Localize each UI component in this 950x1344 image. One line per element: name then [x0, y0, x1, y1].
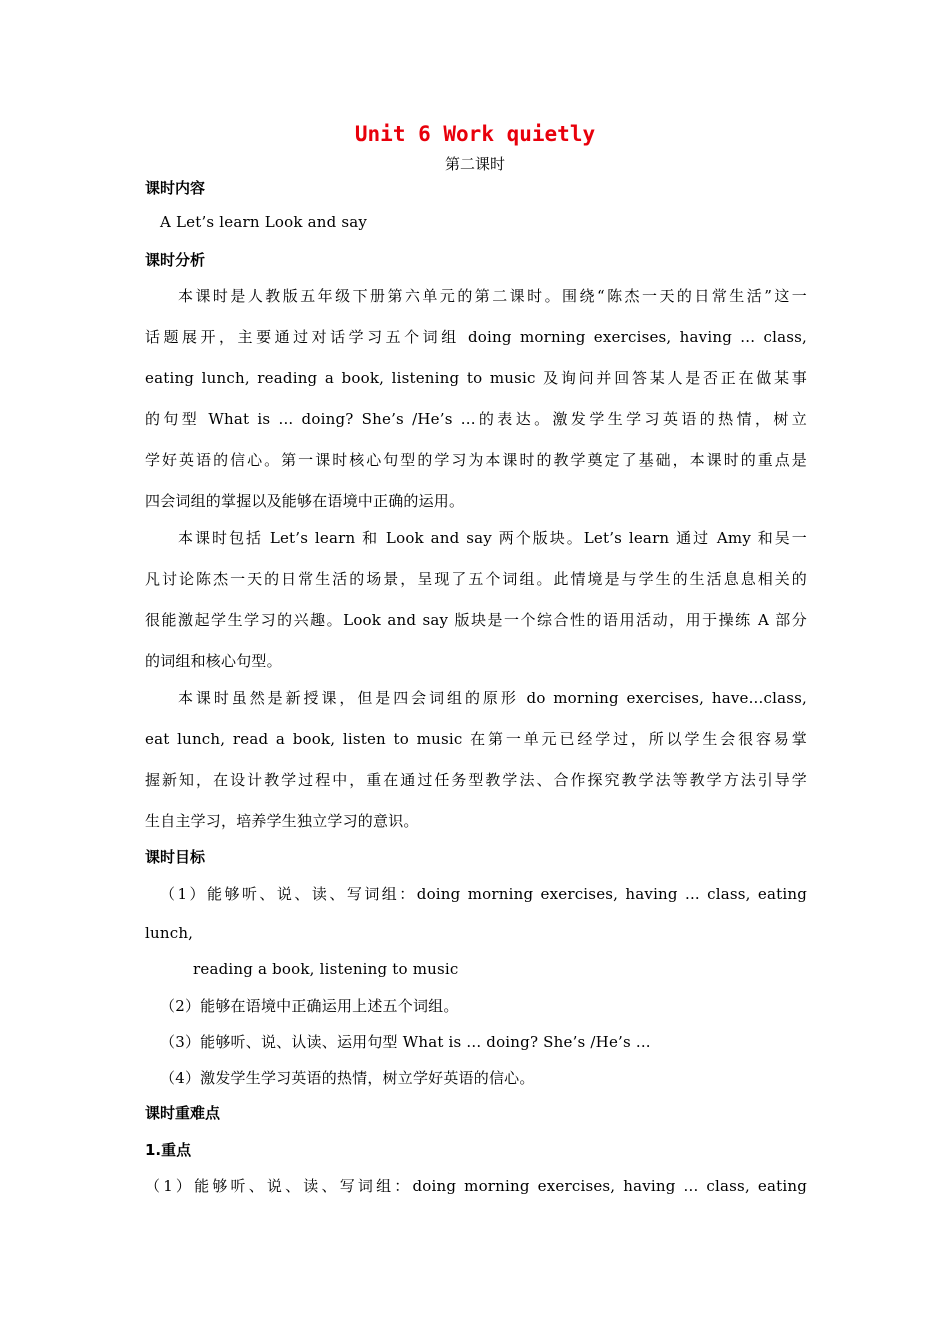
goal-line: （4）激发学生学习英语的热情，树立学好英语的信心。 [160, 1069, 535, 1087]
analysis-line: eat lunch, read a book, listen to music 在第一单元已经学过，所以学生会很容易掌 [145, 730, 807, 748]
section-heading-content: 课时内容 [145, 179, 206, 197]
analysis-line: 的词组和核心句型。 [145, 652, 282, 670]
document-subtitle: 第二课时 [444, 155, 505, 173]
document-title: Unit 6 Work quietly [354, 122, 596, 146]
goal-line: （2）能够在语境中正确运用上述五个词组。 [160, 997, 459, 1015]
analysis-line: 本课时包括 Let’s learn 和 Look and say 两个版块。Let’s learn 通过 Amy 和吴一 [178, 529, 807, 547]
analysis-line: 话题展开，主要通过对话学习五个词组 doing morning exercises, having ... class, [145, 328, 807, 346]
section-heading-key-points: 课时重难点 [145, 1104, 221, 1122]
analysis-line: 握新知，在设计教学过程中，重在通过任务型教学法、合作探究教学法等教学方法引导学 [145, 771, 807, 789]
analysis-line: 四会词组的掌握以及能够在语境中正确的运用。 [145, 492, 465, 510]
analysis-line: 的句型 What is ... doing? She’s /He’s ...的表达。激发学生学习英语的热情，树立 [145, 410, 807, 428]
analysis-line: eating lunch, reading a book, listening to music 及询问并回答某人是否正在做某事 [145, 369, 807, 387]
key-point-line: （1）能够听、说、读、写词组：doing morning exercises, having ... class, eating [145, 1177, 807, 1195]
section-heading-analysis: 课时分析 [145, 251, 206, 269]
analysis-line: 凡讨论陈杰一天的日常生活的场景，呈现了五个词组。此情境是与学生的生活息息相关的 [145, 570, 807, 588]
goal-line: （3）能够听、说、认读、运用句型 What is ... doing? She’s /He’s ... [160, 1033, 651, 1051]
analysis-line: 很能激起学生学习的兴趣。Look and say 版块是一个综合性的语用活动，用于操练 A 部分 [145, 611, 807, 629]
section-heading-goals: 课时目标 [145, 848, 206, 866]
analysis-line: 本课时虽然是新授课，但是四会词组的原形 do morning exercises, have...class, [178, 689, 807, 707]
content-line: A Let’s learn Look and say [160, 213, 368, 231]
subheading-key-point: 1.重点 [145, 1141, 192, 1159]
goal-line: reading a book, listening to music [193, 960, 459, 978]
analysis-line: 学好英语的信心。第一课时核心句型的学习为本课时的教学奠定了基础，本课时的重点是 [145, 451, 807, 469]
goal-line: lunch, [145, 924, 194, 942]
analysis-line: 本课时是人教版五年级下册第六单元的第二课时。围绕“陈杰一天的日常生活”这一 [178, 287, 807, 305]
goal-line: （1）能够听、说、读、写词组：doing morning exercises, having ... class, eating [160, 885, 807, 903]
analysis-line: 生自主学习，培养学生独立学习的意识。 [145, 812, 419, 830]
